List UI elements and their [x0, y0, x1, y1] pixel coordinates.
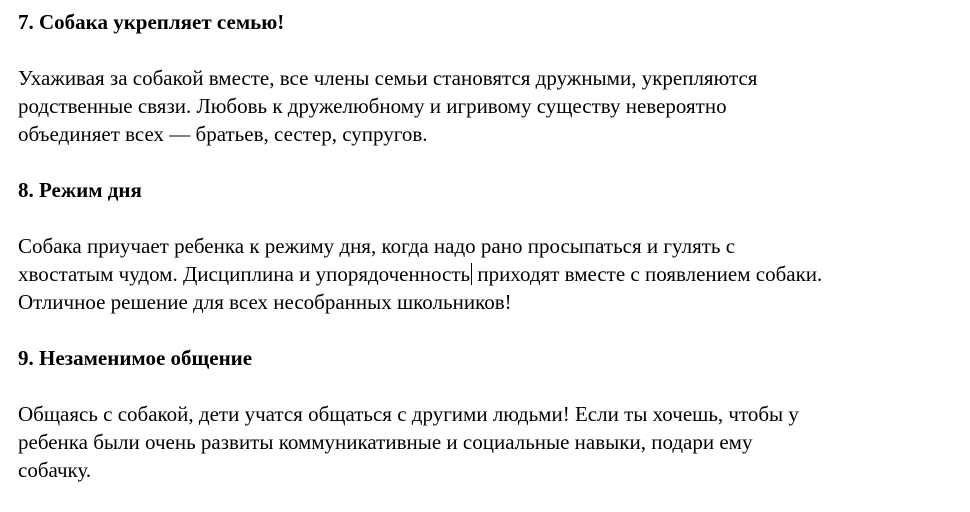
paragraph-communication [18, 400, 963, 484]
paragraph-daily-routine [18, 232, 963, 316]
text-line: Отличное решение для всех несобранных школьников! [18, 290, 512, 314]
text-line: Ухаживая за собакой вместе, все члены семьи становятся дружными, укрепляются [18, 66, 758, 90]
text-line-with-caret [18, 260, 963, 288]
text-before-caret: хвостатым чудом. Дисциплина и упорядоченность [18, 262, 471, 286]
section-heading-family: 7. Собака укрепляет семью! [18, 10, 285, 34]
text-line: объединяет всех — братьев, сестер, супругов. [18, 122, 428, 146]
text-line: Собака приучает ребенка к режиму дня, когда надо рано просыпаться и гулять с [18, 234, 736, 258]
paragraph-family [18, 64, 963, 148]
blank-line [18, 204, 963, 232]
blank-line [18, 148, 963, 176]
section-heading-daily-routine: 8. Режим дня [18, 178, 142, 202]
blank-line [18, 372, 963, 400]
blank-line [18, 36, 963, 64]
text-line: ребенка были очень развиты коммуникативные и социальные навыки, подари ему [18, 430, 753, 454]
text-line: родственные связи. Любовь к дружелюбному и игривому существу невероятно [18, 94, 727, 118]
blank-line [18, 316, 963, 344]
text-line: Общаясь с собакой, дети учатся общаться с другими людьми! Если ты хочешь, чтобы у [18, 402, 799, 426]
text-line: собачку. [18, 458, 92, 482]
section-heading-communication: 9. Незаменимое общение [18, 346, 253, 370]
document-page[interactable] [18, 8, 963, 484]
text-after-caret: приходят вместе с появлением собаки. [472, 262, 823, 286]
